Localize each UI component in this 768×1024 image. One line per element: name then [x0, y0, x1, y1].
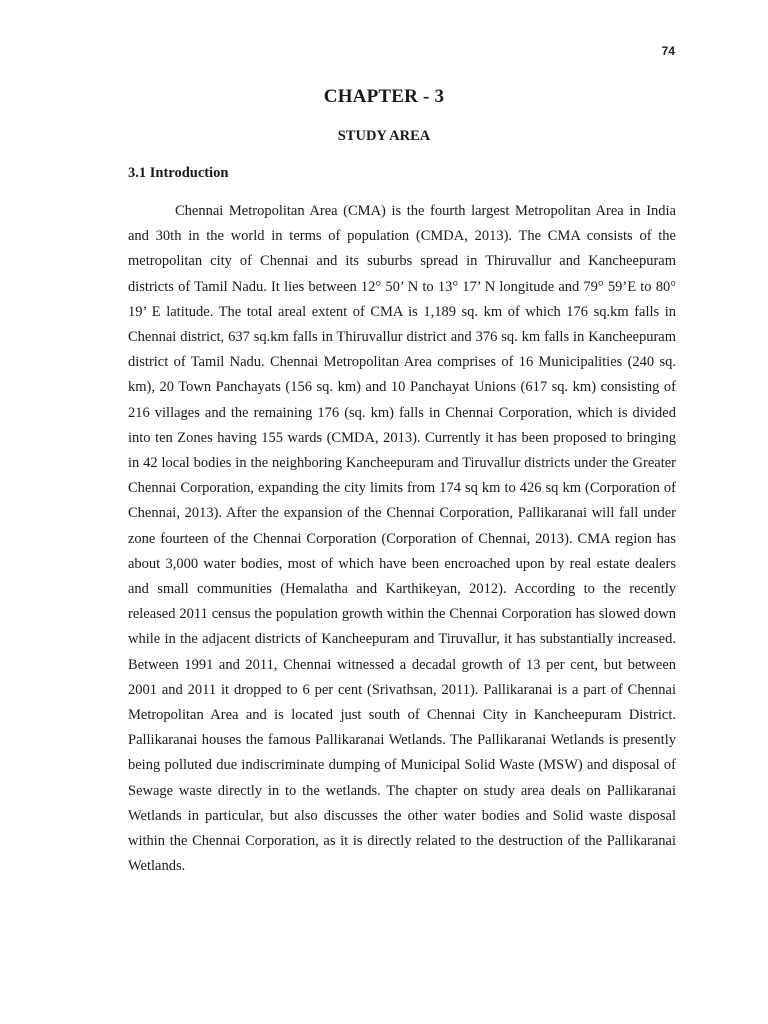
chapter-title: CHAPTER - 3	[323, 86, 445, 107]
chapter-subtitle: STUDY AREA	[337, 128, 431, 144]
section-heading: 3.1 Introduction	[128, 165, 229, 181]
page-number: 74	[661, 44, 675, 58]
body-paragraph: Chennai Metropolitan Area (CMA) is the fourth largest Metropolitan Area in India and 30th in the world in terms of population (CMDA, 2013). The CMA consists of the metropolitan city of Chennai and its suburbs spread in Thiruvallur and Kancheepuram districts of Tamil Nadu. It lies between 12° 50’ N to 13° 17’ N longitude and 79° 59’E to 80° 19’ E latitude. The total areal extent of CMA is 1,189 sq. km of which 176 sq.km falls in Chennai district, 637 sq.km falls in Thiruvallur district and 376 sq. km falls in Kancheepuram district of Tamil Nadu. Chennai Metropolitan Area comprises of 16 Municipalities (240 sq. km), 20 Town Panchayats (156 sq. km) and 10 Panchayat Unions (617 sq. km) consisting of 216 villages and the remaining 176 (sq. km) falls in Chennai Corporation, which is divided into ten Zones having 155 wards (CMDA, 2013). Currently it has been proposed to bringing in 42 local bodies in the neighboring Kancheepuram and Tiruvallur districts under the Greater Chennai Corporation, expanding the city limits from 174 sq km to 426 sq km (Corporation of Chennai, 2013). After the expansion of the Chennai Corporation, Pallikaranai will fall under zone fourteen of the Chennai Corporation (Corporation of Chennai, 2013). CMA region has about 3,000 water bodies, most of which have been encroached upon by real estate dealers and small communities (Hemalatha and Karthikeyan, 2012). According to the recently released 2011 census the population growth within the Chennai Corporation has slowed down while in the adjacent districts of Kancheepuram and Tiruvallur, it has substantially increased. Between 1991 and 2011, Chennai witnessed a decadal growth of 13 per cent, but between 2001 and 2011 it dropped to 6 per cent (Srivathsan, 2011). Pallikaranai is a part of Chennai Metropolitan Area and is located just south of Chennai City in Kancheepuram District. Pallikaranai houses the famous Pallikaranai Wetlands. The Pallikaranai Wetlands is presently being polluted due indiscriminate dumping of Municipal Solid Waste (MSW) and disposal of Sewage waste directly in to the wetlands. The chapter on study area deals on Pallikaranai Wetlands in particular, but also discusses the other water bodies and Solid waste disposal within the Chennai Corporation, as it is directly related to the destruction of the Pallikaranai Wetlands.	[128, 203, 676, 875]
